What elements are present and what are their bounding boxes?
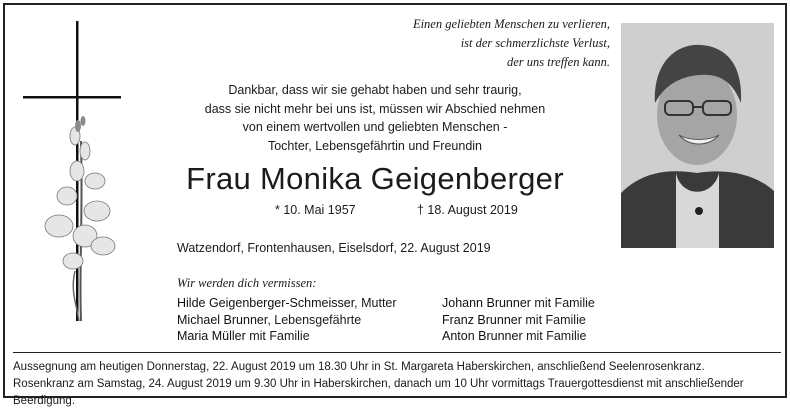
mourner-relation: , Mutter <box>354 296 397 310</box>
intro-line: dass sie nicht mehr bei uns ist, müssen wir Abschied nehmen <box>204 101 546 116</box>
mourner-name: Franz Brunner <box>442 312 522 327</box>
obituary-notice <box>3 3 787 407</box>
service-details <box>13 359 783 410</box>
mourner-name: Michael Brunner <box>177 312 268 327</box>
intro-line: Tochter, Lebensgefährtin und Freundin <box>267 138 483 153</box>
quote-line: der uns treffen kann. <box>507 55 610 69</box>
mourner-relation: mit Familie <box>521 312 586 327</box>
mourner-entry <box>177 295 397 312</box>
deceased-name: Frau Monika Geigenberger <box>186 161 564 196</box>
mourners-right-column <box>442 295 595 345</box>
mourner-relation: , Lebensgefährte <box>267 312 362 327</box>
mourner-name: Johann Brunner <box>442 296 531 310</box>
intro-text <box>185 81 565 155</box>
mourners-left-column <box>177 295 397 345</box>
service-line: Rosenkranz am Samstag, 24. August 2019 um 9.30 Uhr in Haberskirchen, danach um 10 Uhr vormittags Trauergottesdienst mit anschließender Beerdigung. <box>13 378 744 407</box>
birth-date: * 10. Mai 1957 <box>275 203 356 217</box>
intro-line: Dankbar, dass wir sie gehabt haben und sehr traurig, <box>228 83 522 97</box>
cross-with-gladiolus-icon <box>15 21 155 341</box>
mourner-relation: mit Familie <box>245 329 310 343</box>
places-and-date: Watzendorf, Frontenhausen, Eiselsdorf, 22. August 2019 <box>177 241 491 255</box>
mourner-name: Hilde Geigenberger-Schmeisser <box>177 296 355 310</box>
mourners-heading: Wir werden dich vermissen: <box>177 276 317 290</box>
mourner-entry <box>442 328 595 345</box>
intro-line: von einem wertvollen und geliebten Menschen - <box>242 120 508 134</box>
mourner-entry <box>442 295 595 312</box>
mourner-entry <box>177 328 397 345</box>
divider-line <box>13 352 781 353</box>
mourner-name: Anton Brunner <box>442 329 523 343</box>
quote-line: ist der schmerzlichste Verlust, <box>460 36 610 50</box>
death-date: † 18. August 2019 <box>417 203 518 217</box>
mourner-relation: mit Familie <box>530 296 595 310</box>
mourner-name: Maria Müller <box>177 329 246 343</box>
mourner-entry <box>442 312 595 329</box>
portrait-illustration <box>621 23 774 248</box>
quote-block <box>305 15 610 72</box>
portrait-photo <box>621 23 774 248</box>
mourner-entry <box>177 312 397 329</box>
mourner-relation: mit Familie <box>522 329 587 343</box>
service-line: Aussegnung am heutigen Donnerstag, 22. August 2019 um 18.30 Uhr in St. Margareta Haberskirchen, anschließend Seelenrosenkranz. <box>13 361 705 373</box>
quote-line: Einen geliebten Menschen zu verlieren, <box>412 17 610 31</box>
